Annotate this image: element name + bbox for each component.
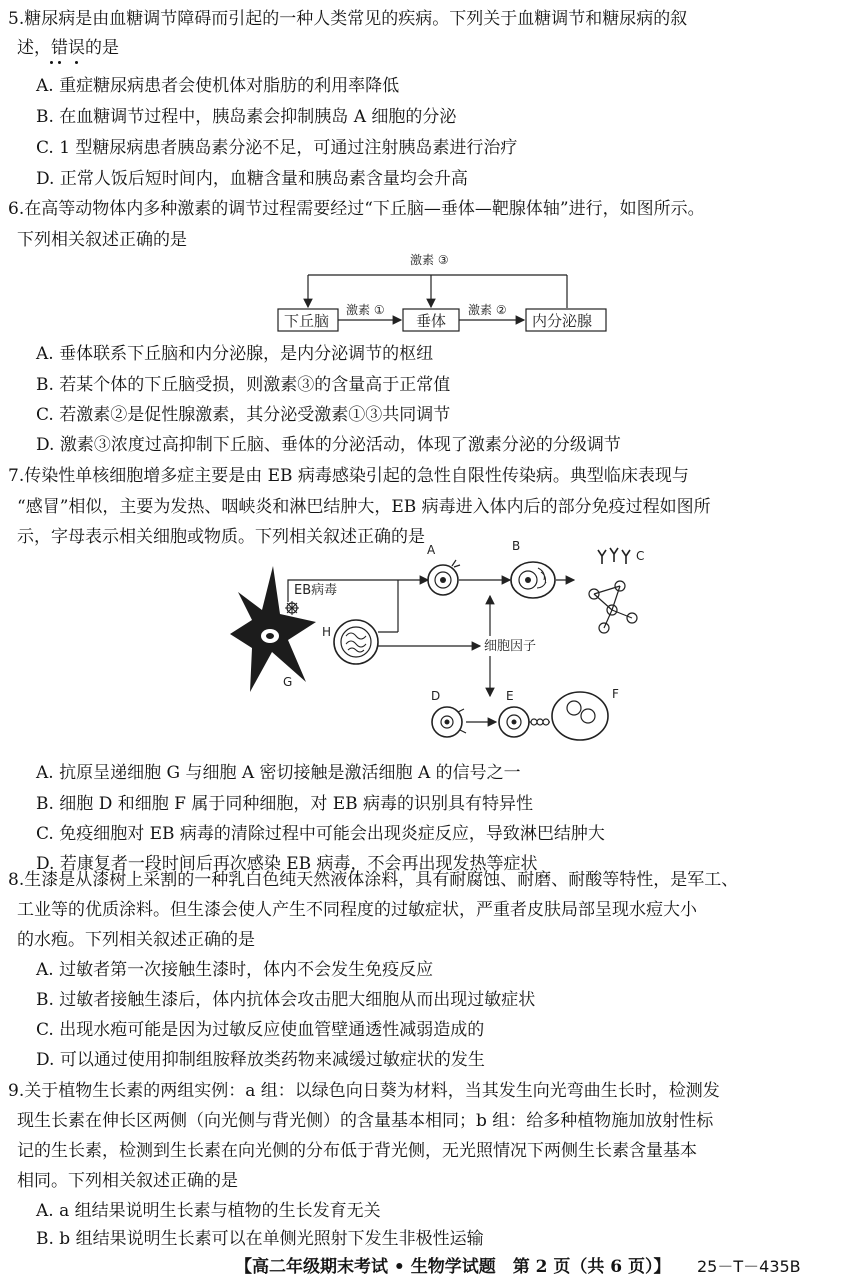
q5-emphasis-word [51,38,85,58]
q7-option-b: B. 细胞 D 和细胞 F 属于同种细胞，对 EB 病毒的识别具有特异性 [36,794,534,814]
q5-emphasis-char: 错 [51,38,68,58]
q6-box-pituitary-label: 垂体 [416,312,447,330]
q8-stem-line-3: 的水疱。下列相关叙述正确的是 [17,930,255,950]
q5-emphasis-char: 误 [68,38,85,58]
q9-stem-line-3: 记的生长素，检测到生长素在向光侧的分布低于背光侧，无光照情况下两侧生长素含量基本 [17,1141,697,1161]
footer-title: 【高二年级期末考试 • 生物学试题 第 2 页（共 6 页）】 [235,1257,671,1277]
label-cytokine: 细胞因子 [484,639,537,654]
q8-stem-line-2: 工业等的优质涂料。但生漆会使人产生不同程度的过敏症状，严重者皮肤局部呈现水痘大小 [17,900,697,920]
q5-option-d: D. 正常人饭后短时间内，血糖含量和胰岛素含量均会升高 [36,169,468,189]
q8-option-d: D. 可以通过使用抑制组胺释放类药物来减缓过敏症状的发生 [36,1050,485,1070]
label-b: B [512,539,521,553]
q7-stem-line-2: “感冒”相似，主要为发热、咽峡炎和淋巴结肿大，EB 病毒进入体内后的部分免疫过程如图所 [17,497,711,517]
cell-b [511,562,555,598]
q8-option-b: B. 过敏者接触生漆后，体内抗体会攻击肥大细胞从而出现过敏症状 [36,990,536,1010]
q5-stem-part-c: 的是 [85,38,119,58]
q5-option-b: B. 在血糖调节过程中，胰岛素会抑制胰岛 A 细胞的分泌 [36,107,457,127]
label-e: E [506,689,514,703]
q5-stem-line-1: 5.糖尿病是由血糖调节障碍而引起的一种人类常见的疾病。下列关于血糖调节和糖尿病的叙 [8,9,688,29]
label-c: C [636,549,645,563]
q9-stem-line-2: 现生长素在伸长区两侧（向光侧与背光侧）的含量基本相同；b 组：给多种植物施加放射性标 [17,1111,714,1131]
q5-option-a: A. 重症糖尿病患者会使机体对脂肪的利用率降低 [36,76,400,96]
label-h: H [322,625,332,639]
q5-stem-line-2 [0,37,860,59]
q9-option-b: B. b 组结果说明生长素可以在单侧光照射下发生非极性运输 [36,1229,484,1249]
q8-option-a: A. 过敏者第一次接触生漆时，体内不会发生免疫反应 [36,960,434,980]
q8-stem-line-1: 8.生漆是从漆树上采割的一种乳白色纯天然液体涂料，具有耐腐蚀、耐磨、耐酸等特性，是军工、 [8,870,739,890]
label-a: A [427,543,436,557]
q5-option-c: C. 1 型糖尿病患者胰岛素分泌不足，可通过注射胰岛素进行治疗 [36,138,518,158]
q7-option-d: D. 若康复者一段时间后再次感染 EB 病毒，不会再出现发热等症状 [36,854,538,874]
ebv-virus-icon [285,601,299,615]
label-ebv: EB病毒 [294,583,338,598]
antigen-antibody-complex-icon [589,581,637,633]
q6-option-a: A. 垂体联系下丘脑和内分泌腺，是内分泌调节的枢纽 [36,344,434,364]
q9-stem-line-1: 9.关于植物生长素的两组实例：a 组：以绿色向日葵为材料，当其发生向光弯曲生长时，检测发 [8,1081,720,1101]
q6-stem-line-2: 下列相关叙述正确的是 [17,230,187,250]
q6-label-hormone-2: 激素 ② [468,303,507,317]
q6-option-c: C. 若激素②是促性腺激素，其分泌受激素①③共同调节 [36,405,451,425]
cell-e-f-binding [529,719,550,725]
footer-code: 25－T－435B [697,1257,801,1276]
q6-label-hormone-3: 激素 ③ [410,253,449,267]
q6-label-hormone-1: 激素 ① [346,303,385,317]
cell-h [334,620,378,664]
q9-stem-line-4: 相同。下列相关叙述正确的是 [17,1171,238,1191]
q6-box-hypothalamus-label: 下丘脑 [284,312,330,330]
cell-e [499,707,529,737]
q6-box-endocrine-gland-label: 内分泌腺 [532,312,593,330]
label-g: G [283,675,293,689]
q6-option-b: B. 若某个体的下丘脑受损，则激素③的含量高于正常值 [36,375,451,395]
cell-d [432,707,466,737]
q7-stem-line-1: 7.传染性单核细胞增多症主要是由 EB 病毒感染引起的急性自限性传染病。典型临床表现与 [8,466,689,486]
q7-immune-process-diagram [228,536,668,758]
q5-stem-part-a: 述， [17,38,51,58]
cell-f [552,692,608,740]
q6-stem-line-1: 6.在高等动物体内多种激素的调节过程需要经过“下丘脑—垂体—靶腺体轴”进行，如图所示。 [8,199,705,219]
label-d: D [431,689,441,703]
page-footer [0,1255,860,1279]
q6-option-d: D. 激素③浓度过高抑制下丘脑、垂体的分泌活动，体现了激素分泌的分级调节 [36,435,621,455]
q6-hormone-axis-diagram [270,248,630,338]
q8-option-c: C. 出现水疱可能是因为过敏反应使血管壁通透性减弱造成的 [36,1020,485,1040]
antibody-c-icon [598,548,630,564]
cell-a [428,560,460,595]
q7-option-c: C. 免疫细胞对 EB 病毒的清除过程中可能会出现炎症反应，导致淋巴结肿大 [36,824,605,844]
q7-stem-line-3: 示，字母表示相关细胞或物质。下列相关叙述正确的是 [17,527,425,547]
label-f: F [612,687,619,701]
q9-option-a: A. a 组结果说明生长素与植物的生长发育无关 [36,1201,381,1221]
q7-option-a: A. 抗原呈递细胞 G 与细胞 A 密切接触是激活细胞 A 的信号之一 [36,763,521,783]
